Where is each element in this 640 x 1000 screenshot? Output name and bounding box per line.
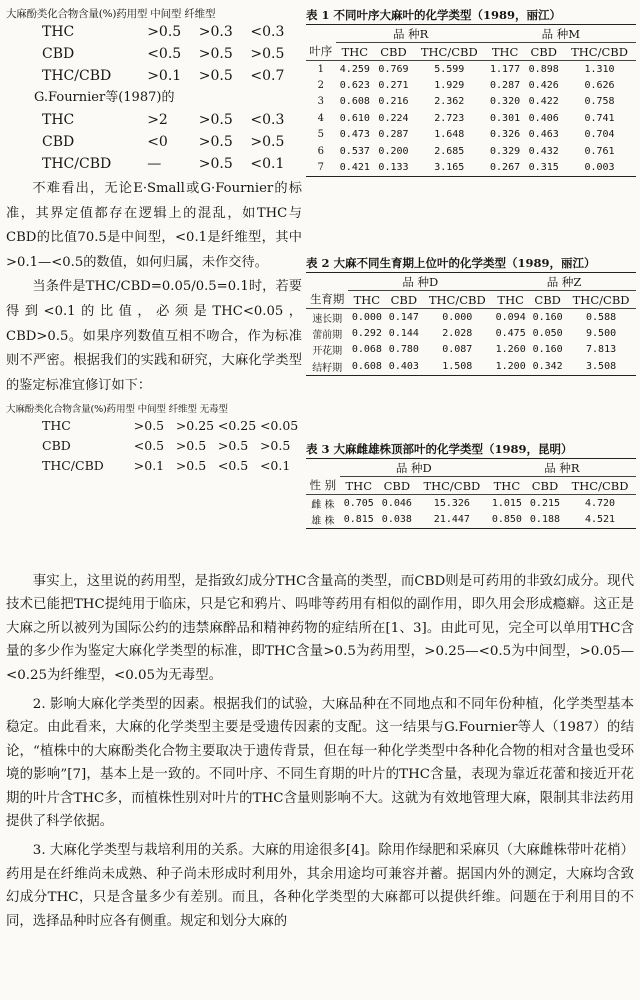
criteria-row <box>6 131 302 153</box>
column-header: THC/CBD <box>413 43 486 61</box>
table-cell: 3.508 <box>566 358 636 375</box>
criteria-value: >0.3 <box>198 24 233 40</box>
table-cell: 2.362 <box>434 96 465 108</box>
left-column <box>6 6 302 475</box>
compound-name: THC/CBD <box>42 156 112 172</box>
table-cell: 0.704 <box>584 129 615 141</box>
table-cell: 0.301 <box>490 112 521 124</box>
table-row <box>306 110 636 126</box>
paragraph-revision: 当条件是THC/CBD=0.05/0.5=0.1时，若要得到<0.1的比值，必须是THC<0.05，CBD>0.5。如果序列数值互相不吻合，作为标准则不严密。根据我们的实践和研究，大麻化学类型的鉴定标准宜修订如下： <box>6 279 302 393</box>
compound-name: THC <box>42 24 75 40</box>
variety-header: 品 种R <box>488 459 636 477</box>
table-cell: 0.068 <box>351 344 382 356</box>
criteria-value: <0.3 <box>250 24 285 40</box>
column-header: THC <box>348 291 385 309</box>
table-row <box>306 94 636 110</box>
table-1-title: 表 1 不同叶序大麻叶的化学类型（1989，丽江） <box>306 8 562 22</box>
column-header: 生育期 <box>306 291 348 309</box>
table-cell: 0.271 <box>378 80 409 92</box>
table-cell: 1.015 <box>491 497 522 509</box>
table-cell: 0.432 <box>528 145 559 157</box>
column-header: CBD <box>374 43 413 61</box>
column-header: CBD <box>385 291 422 309</box>
table-cell: 0.144 <box>388 328 419 340</box>
table-row <box>306 61 636 78</box>
criteria-value: <0.25 <box>217 417 257 433</box>
table-cell: 5.599 <box>434 63 465 75</box>
compound-name: THC <box>42 112 75 128</box>
table-cell: 0.292 <box>351 328 382 340</box>
criteria-value: <0.3 <box>250 112 285 128</box>
compound-name: THC/CBD <box>42 68 112 84</box>
table-cell: 1.648 <box>434 129 465 141</box>
row-label: 雌 株 <box>311 499 335 511</box>
table-cell: 0.342 <box>529 358 566 375</box>
table-cell: 0.000 <box>442 311 473 323</box>
table-cell: 1.310 <box>584 63 615 75</box>
criteria-value: >0.25 <box>175 417 215 433</box>
row-label: 2 <box>317 80 324 92</box>
table-group-row <box>306 273 636 291</box>
table-cell: 0.326 <box>490 129 521 141</box>
row-label: 5 <box>317 129 324 141</box>
table-cell: 4.521 <box>564 511 636 528</box>
variety-header: 品 种Z <box>492 273 636 291</box>
paragraph-analysis: 不难看出，无论E·Small或G·Fournier的标准，其界定值都存在逻辑上的混乱，如THC与CBD的比值70.5是中间型，<0.1是纤维型，其中>0.1—<0.5的数值，如何归属，未作交待。 <box>6 181 302 270</box>
column-header: CBD <box>526 477 564 495</box>
paragraph-cultivation: 3. 大麻化学类型与栽培利用的关系。大麻的用途很多[4]。除用作绿肥和采麻贝（大麻雌株带叶花梢）药用是在纤维尚未成熟、种子尚未形成时利用外，其余用途均可兼容并蓄。据国内外的测定，大麻均含致幻成分THC，只是含量多少有差别。而且，各种化学类型的大麻都可以提供纤维。问题在于利用目的不同，选择品种时应各有侧重。规定和划分大麻的 <box>6 843 634 929</box>
compound-name: CBD <box>42 134 75 150</box>
column-header: THC <box>486 43 525 61</box>
compound-name: THC/CBD <box>42 457 104 473</box>
standard-table-small <box>6 21 302 87</box>
row-label: 6 <box>317 145 324 157</box>
criteria-value: >0.5 <box>133 417 165 433</box>
criteria-row <box>6 415 302 435</box>
column-header: THC/CBD <box>563 43 636 61</box>
table-cell: 3.165 <box>413 159 486 176</box>
table-cell: 0.160 <box>532 344 563 356</box>
table-column-row <box>306 477 636 495</box>
table-1-block <box>306 6 636 177</box>
criteria-value: >0.1 <box>147 68 182 84</box>
table-cell: 0.287 <box>490 80 521 92</box>
table-row <box>306 495 636 512</box>
table-cell: 0.287 <box>378 129 409 141</box>
criteria-value: >0.5 <box>175 457 207 473</box>
criteria-row <box>6 65 302 87</box>
criteria-value: >0.5 <box>250 46 285 62</box>
table-cell: 0.038 <box>378 511 416 528</box>
table-cell: 0.608 <box>339 96 370 108</box>
table-row <box>306 159 636 176</box>
criteria-value: >0.5 <box>217 437 249 453</box>
criteria-value: <0.7 <box>250 68 285 84</box>
fournier-subheading: G.Fournier等(1987)的 <box>34 90 175 105</box>
criteria-row <box>6 153 302 175</box>
row-label: 速长期 <box>312 313 343 325</box>
paragraph-factors: 2. 影响大麻化学类型的因素。根据我们的试验，大麻品种在不同地点和不同年份种植，化学类型基本稳定。由此看来，大麻的化学类型主要是受遗传因素的支配。这一结果与G.Fournier等人（1987）的结论，“植株中的大麻酚类化合物主要取决于遗传背景，但在每一种化学类型中各种化合物的相对含量也受环境的影响”[7]，基本上是一致的。不同叶序、不同生育期的叶片的THC含量，表现为靠近花蕾和接近开花期的叶片含THC多，而植株性别对叶片的THC含量则影响不大。这就为有效地管理大麻，限制其非法药用提供了科学依据。 <box>6 697 634 830</box>
table-3 <box>306 458 636 529</box>
table-cell: 0.133 <box>374 159 413 176</box>
table-cell: 0.473 <box>339 129 370 141</box>
row-label: 开花期 <box>312 346 343 358</box>
variety-header: 品 种D <box>348 273 492 291</box>
table-cell: 0.215 <box>529 497 561 509</box>
table-cell: 1.508 <box>422 358 492 375</box>
criteria-value: <0.5 <box>147 46 182 62</box>
column-header: CBD <box>524 43 563 61</box>
table-cell: 0.422 <box>528 96 559 108</box>
table-cell: 0.188 <box>526 511 564 528</box>
criteria-row <box>6 455 302 475</box>
column-header: THC/CBD <box>416 477 488 495</box>
row-label: 雄 株 <box>306 511 340 528</box>
table-cell: 0.406 <box>528 112 559 124</box>
table-2-title: 表 2 大麻不同生育期上位叶的化学类型（1989，丽江） <box>306 256 596 270</box>
table-cell: 0.761 <box>584 145 615 157</box>
criteria-value: >0.5 <box>198 46 233 62</box>
table-cell: 0.224 <box>378 112 409 124</box>
table-group-row <box>306 459 636 477</box>
criteria-value: >0.5 <box>198 112 233 128</box>
criteria-value: <0 <box>147 134 168 150</box>
table-cell: 0.315 <box>524 159 563 176</box>
row-label: 3 <box>317 96 324 108</box>
criteria-value: >0.5 <box>198 134 233 150</box>
table-cell: 4.259 <box>339 63 370 75</box>
table-cell: 0.147 <box>388 311 419 323</box>
table-cell: 15.326 <box>433 497 470 509</box>
table-cell: 0.898 <box>528 63 559 75</box>
table-cell: 0.403 <box>385 358 422 375</box>
table-cell: 7.813 <box>586 344 617 356</box>
column-header: 叶序 <box>306 43 336 61</box>
table-cell: 0.741 <box>584 112 615 124</box>
standard-table-fournier <box>6 109 302 175</box>
table-column-row <box>306 291 636 309</box>
table-cell: 0.421 <box>336 159 375 176</box>
column-header: 性 别 <box>306 477 340 495</box>
variety-header: 品 种D <box>340 459 488 477</box>
column-header: CBD <box>529 291 566 309</box>
table-cell: 0.608 <box>348 358 385 375</box>
column-header: CBD <box>378 477 416 495</box>
criteria-value: >0.5 <box>198 68 233 84</box>
table-cell: 0.769 <box>378 63 409 75</box>
table-column-row <box>306 43 636 61</box>
table-cell: 0.610 <box>339 112 370 124</box>
table-cell: 0.160 <box>532 311 563 323</box>
variety-header: 品 种R <box>336 25 486 43</box>
column-header: THC/CBD <box>564 477 636 495</box>
criteria-row <box>6 109 302 131</box>
column-header: THC <box>336 43 375 61</box>
table-corner <box>306 459 340 477</box>
table-cell: 0.216 <box>378 96 409 108</box>
table-row <box>306 309 636 326</box>
criteria-value: >0.5 <box>250 134 285 150</box>
table-row <box>306 325 636 341</box>
table-cell: 0.320 <box>490 96 521 108</box>
row-label: 7 <box>306 159 336 176</box>
table-cell: 0.200 <box>378 145 409 157</box>
table-cell: 0.463 <box>528 129 559 141</box>
table-row <box>306 127 636 143</box>
criteria-value: >0.5 <box>175 437 207 453</box>
table-cell: 2.723 <box>434 112 465 124</box>
criteria-value: — <box>147 156 162 172</box>
table-cell: 1.200 <box>492 358 529 375</box>
table-cell: 0.758 <box>584 96 615 108</box>
table-cell: 0.087 <box>442 344 473 356</box>
table-cell: 4.720 <box>584 497 616 509</box>
table-cell: 0.426 <box>528 80 559 92</box>
row-label: 4 <box>317 112 324 124</box>
compound-name: CBD <box>42 437 71 453</box>
table-cell: 0.329 <box>490 145 521 157</box>
table-1 <box>306 24 636 177</box>
table-cell: 2.028 <box>442 328 473 340</box>
table-2 <box>306 272 636 376</box>
table-cell: 21.447 <box>416 511 488 528</box>
column-header: THC <box>488 477 526 495</box>
row-label: 1 <box>317 63 324 75</box>
table-cell: 0.850 <box>488 511 526 528</box>
table-cell: 0.537 <box>339 145 370 157</box>
criteria-value: >0.5 <box>147 24 182 40</box>
criteria-value: <0.1 <box>259 457 291 473</box>
row-label: 蕾前期 <box>312 330 343 342</box>
table-cell: 0.705 <box>343 497 374 509</box>
column-header: THC <box>492 291 529 309</box>
table-cell: 2.685 <box>434 145 465 157</box>
table-row <box>306 511 636 528</box>
table-cell: 0.815 <box>340 511 378 528</box>
table-cell: 0.094 <box>495 311 526 323</box>
criteria-value: <0.5 <box>217 457 249 473</box>
table-3-block <box>306 440 636 529</box>
paragraph-drug-type: 事实上，这里说的药用型，是指致幻成分THC含量高的类型，而CBD则是可药用的非致幻成分。现代技术已能把THC提纯用于临床，只是它和鸦片、吗啡等药用有相似的副作用，即久用会形成瘾癖。这正是大麻之所以被列为国际公约的违禁麻醉品和精神药物的症结所在[1、3]。由此可见，完全可以单用THC含量的多少作为鉴定大麻化学类型的标准，即THC含量>0.5为药用型，>0.25—<0.5为中间型，>0.05—<0.25为纤维型，<0.05为无毒型。 <box>6 574 634 683</box>
table-row <box>306 342 636 358</box>
criteria-value: <0.5 <box>133 437 165 453</box>
table-cell: 0.623 <box>339 80 370 92</box>
table-cell: 0.046 <box>381 497 412 509</box>
table-corner <box>306 25 336 43</box>
table-3-title: 表 3 大麻雌雄株顶部叶的化学类型（1989，昆明） <box>306 442 573 456</box>
table-cell: 0.003 <box>563 159 636 176</box>
table-cell: 0.000 <box>351 311 382 323</box>
table-cell: 0.050 <box>532 328 563 340</box>
column-header: THC <box>340 477 378 495</box>
criteria-value: >2 <box>147 112 168 128</box>
criteria-row <box>6 43 302 65</box>
table-cell: 1.260 <box>495 344 526 356</box>
compound-name: CBD <box>42 46 75 62</box>
criteria-value: >0.1 <box>133 457 165 473</box>
table-row <box>306 143 636 159</box>
body-text <box>6 570 634 933</box>
standard-header-small: 大麻酚类化合物含量(%)药用型 中间型 纤维型 <box>6 8 216 20</box>
variety-header: 品 种M <box>486 25 636 43</box>
table-cell: 0.780 <box>388 344 419 356</box>
revised-standard-table <box>6 415 302 475</box>
criteria-row <box>6 435 302 455</box>
table-row <box>306 358 636 375</box>
table-cell: 1.929 <box>434 80 465 92</box>
table-corner <box>306 273 348 291</box>
row-label: 结籽期 <box>306 358 348 375</box>
criteria-row <box>6 21 302 43</box>
revised-standard-header: 大麻酚类化合物含量(%)药用型 中间型 纤维型 无毒型 <box>6 404 228 416</box>
table-cell: 0.267 <box>486 159 525 176</box>
table-cell: 1.177 <box>490 63 521 75</box>
table-cell: 0.588 <box>586 311 617 323</box>
criteria-value: <0.1 <box>250 156 285 172</box>
table-cell: 0.626 <box>584 80 615 92</box>
column-header: THC/CBD <box>422 291 492 309</box>
criteria-value: >0.5 <box>259 437 291 453</box>
compound-name: THC <box>42 417 71 433</box>
criteria-value: >0.5 <box>198 156 233 172</box>
table-cell: 0.475 <box>495 328 526 340</box>
table-2-block <box>306 254 636 376</box>
column-header: THC/CBD <box>566 291 636 309</box>
table-cell: 9.500 <box>586 328 617 340</box>
table-row <box>306 77 636 93</box>
criteria-value: <0.05 <box>259 417 299 433</box>
table-group-row <box>306 25 636 43</box>
